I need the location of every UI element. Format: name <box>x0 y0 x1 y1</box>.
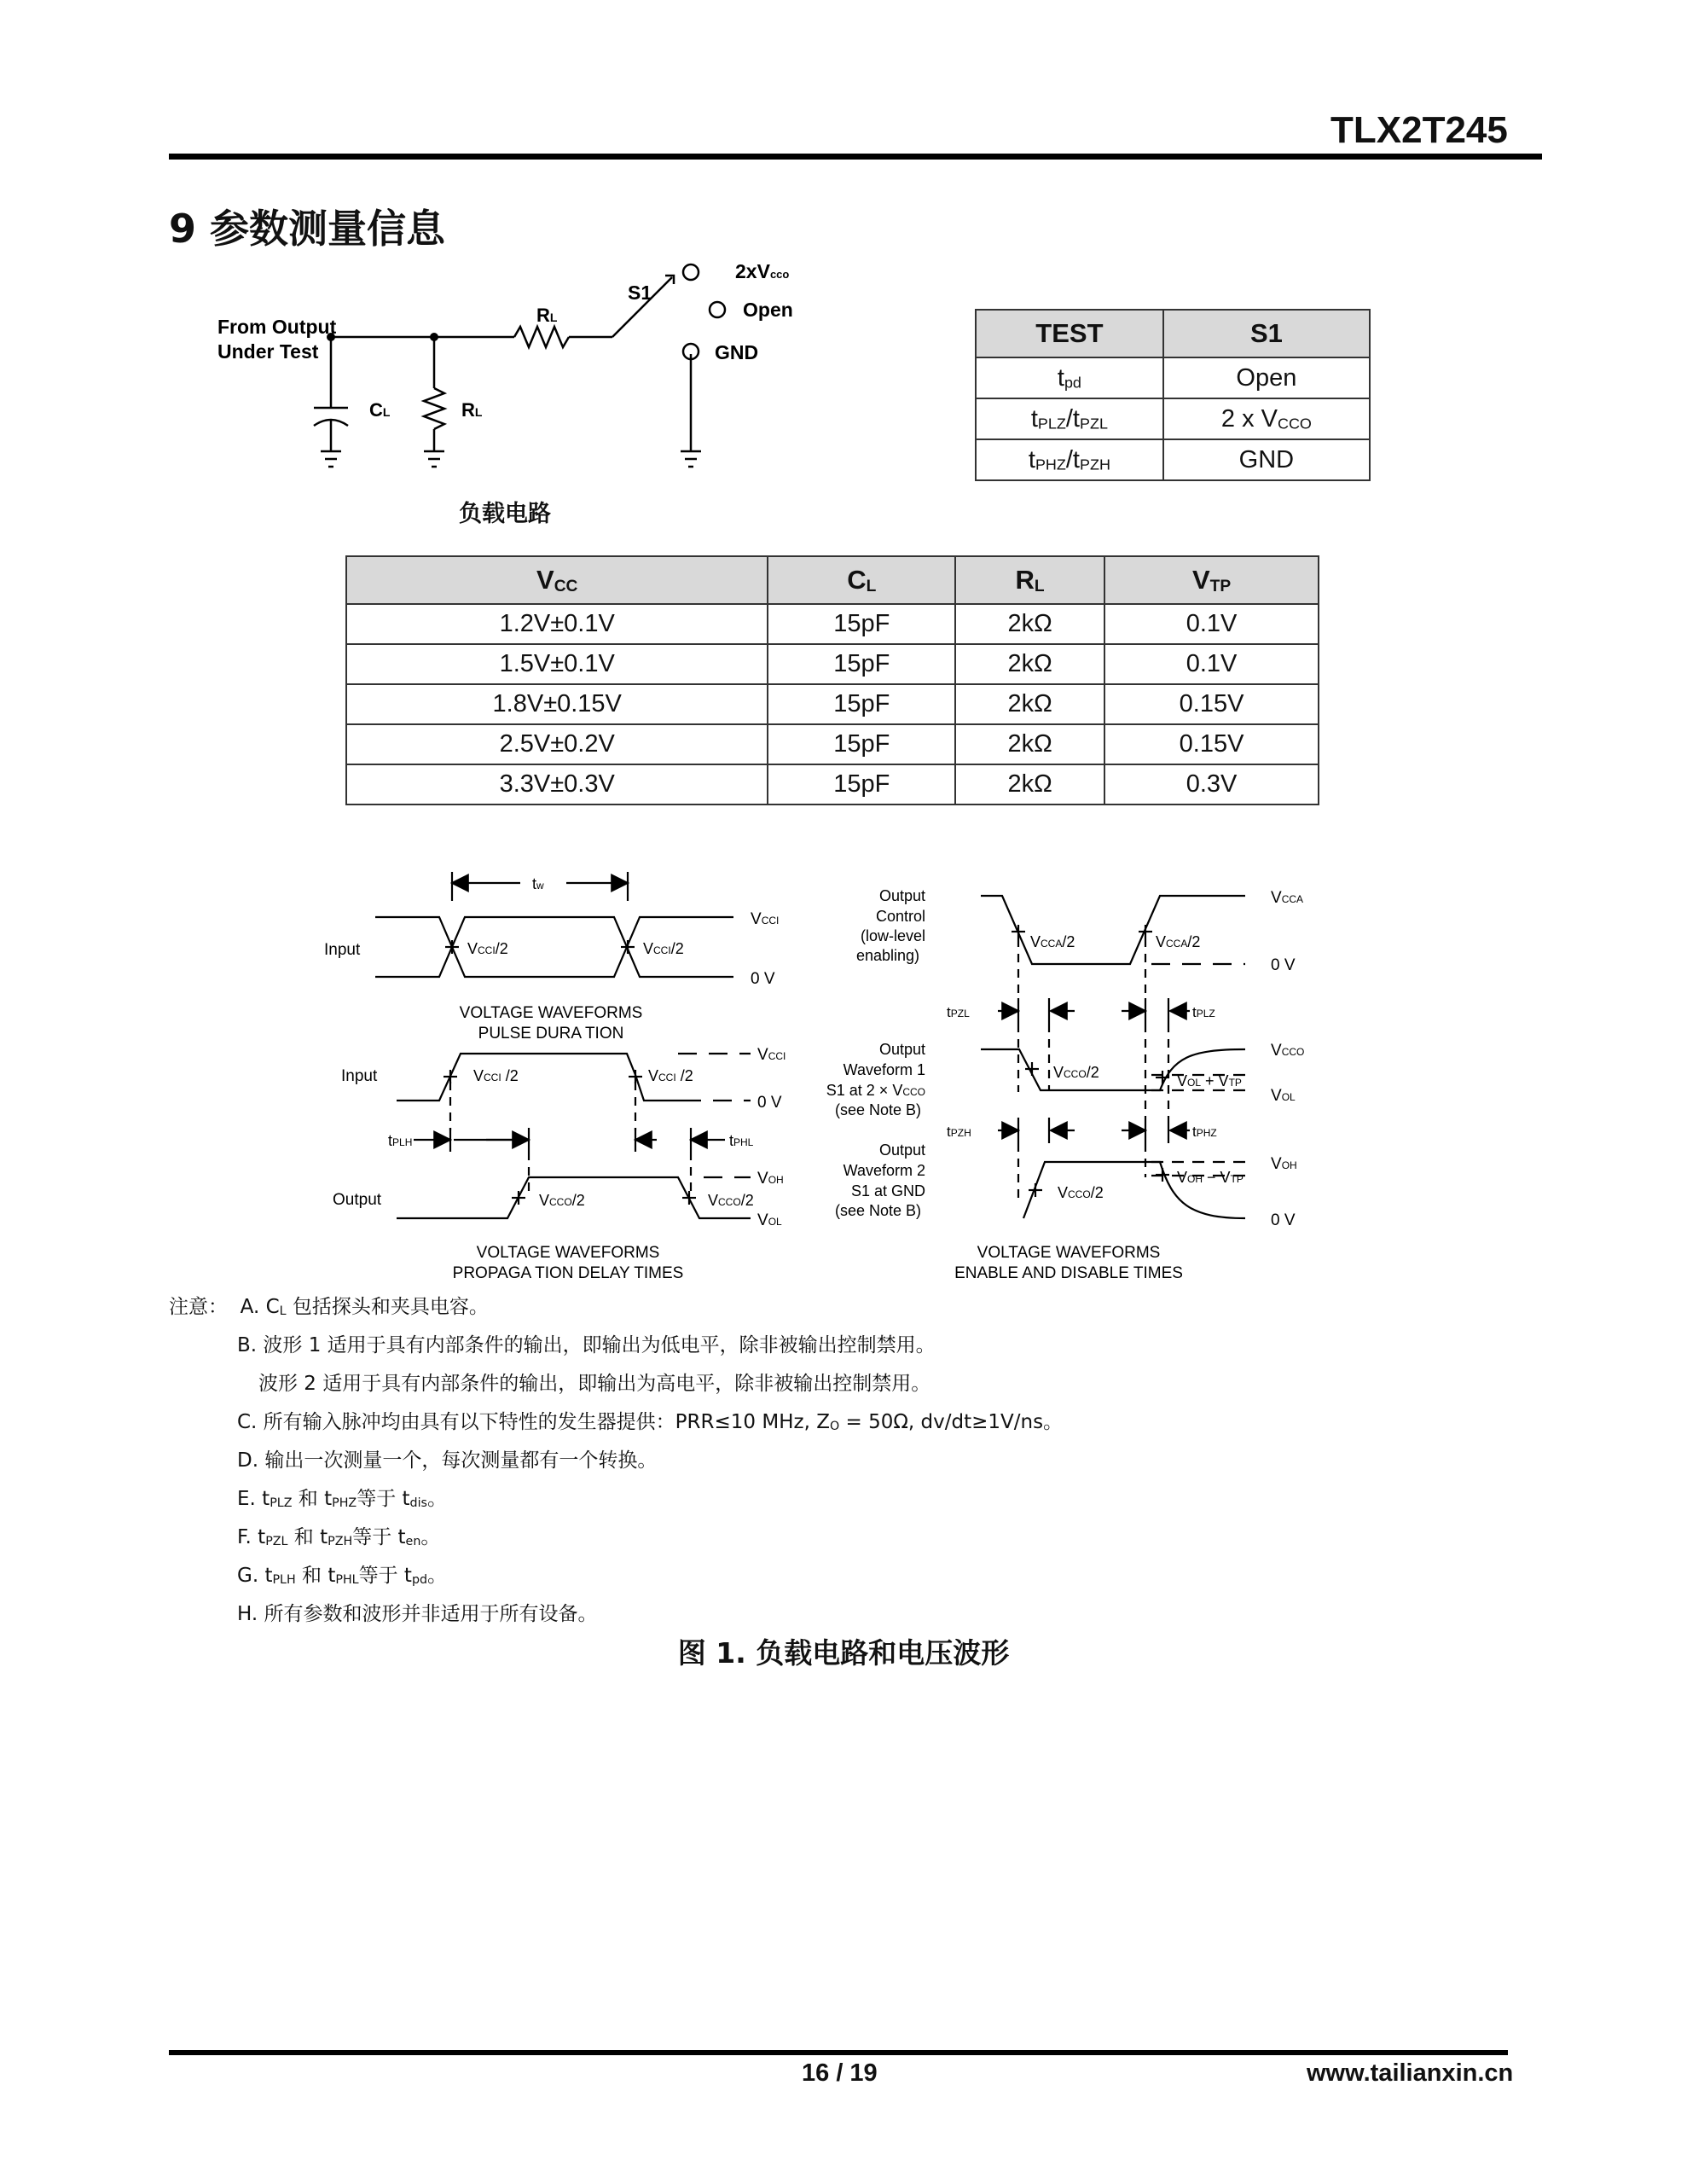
wf2-vcco-half: VCCO/2 <box>1058 1184 1104 1201</box>
note-f: F. $t_{PZL}$ 和 $t_{PZH}$等于 $t_{en}$。 <box>237 1526 441 1549</box>
section-title: 9 参数测量信息 <box>169 206 446 252</box>
ctrl-label-3: (low-level <box>860 927 925 944</box>
wf2-label-2: Waveform 2 <box>843 1162 925 1179</box>
param-header-cl: $C_L$ <box>768 556 955 604</box>
table-cell: 15pF <box>768 644 955 684</box>
vol-plus-vtp: VOL + VTP <box>1177 1072 1242 1089</box>
table-cell: 2kΩ <box>955 604 1104 644</box>
opt-open-label: Open <box>743 299 793 321</box>
s1-config-table <box>975 309 1371 481</box>
pulse-caption-1: VOLTAGE WAVEFORMS <box>459 1004 643 1022</box>
tpzh-label: tPZH <box>947 1124 971 1140</box>
prop-half-in-1: VCCI /2 <box>473 1067 519 1084</box>
from-output-label: From Output <box>217 316 337 338</box>
table-row <box>346 684 1319 724</box>
note-c: C. 所有输入脉冲均由具有以下特性的发生器提供：PRR≤10 MHz, $Z_O = 50\Omega$, dv/dt≥1V/ns。 <box>237 1411 1064 1434</box>
note-b2: 波形 2 适用于具有内部条件的输出，即输出为高电平，除非被输出控制禁用。 <box>258 1373 931 1395</box>
tpzl-label: tPZL <box>947 1004 970 1020</box>
enable-zero-label-2: 0 V <box>1271 1211 1296 1229</box>
prop-vcci-label: VCCI <box>757 1046 786 1064</box>
s1-table-cell-s1: 2 x $V_{CCO}$ <box>1163 398 1370 439</box>
table-cell: 1.2V±0.1V <box>346 604 768 644</box>
page-number: 16 / 19 <box>802 2059 878 2087</box>
pulse-caption-2: PULSE DURA TION <box>478 1025 624 1043</box>
table-row <box>346 644 1319 684</box>
wf2-label-4: (see Note B) <box>834 1202 921 1219</box>
table-cell: 2kΩ <box>955 684 1104 724</box>
under-test-label: Under Test <box>217 340 319 363</box>
enable-voh-label: VOH <box>1271 1155 1297 1173</box>
ctrl-label-1: Output <box>878 887 925 904</box>
wf2-label-1: Output <box>878 1141 925 1159</box>
enable-vol-label: VOL <box>1271 1087 1296 1105</box>
table-cell: 15pF <box>768 604 955 644</box>
prop-zero-label: 0 V <box>757 1094 782 1112</box>
prop-caption-2: PROPAGA TION DELAY TIMES <box>452 1264 684 1282</box>
figure-caption: 图 1. 负载电路和电压波形 <box>677 1636 1010 1670</box>
rl-series-label: RL <box>536 305 558 326</box>
table-cell: 3.3V±0.3V <box>346 764 768 804</box>
s1-label: S1 <box>628 282 652 304</box>
s1-table-cell-s1: GND <box>1163 439 1370 480</box>
wf1-vcco-half: VCCO/2 <box>1053 1064 1099 1081</box>
footer-url: www.tailianxin.cn <box>1307 2059 1514 2087</box>
table-cell: 0.15V <box>1104 724 1319 764</box>
table-row <box>346 604 1319 644</box>
vcca-label: VCCA <box>1271 889 1304 907</box>
table-cell: 0.3V <box>1104 764 1319 804</box>
vcca-half-2: VCCA/2 <box>1156 933 1201 950</box>
enable-vcco-label: VCCO <box>1271 1042 1305 1060</box>
ctrl-label-4: enabling) <box>855 947 919 964</box>
wf1-label-3: S1 at 2 × VCCO <box>826 1082 925 1099</box>
table-row <box>976 439 1370 480</box>
note-h: H. 所有参数和波形并非适用于所有设备。 <box>237 1603 598 1625</box>
prop-voh-label: VOH <box>757 1170 784 1188</box>
table-cell: 15pF <box>768 764 955 804</box>
ctrl-label-2: Control <box>875 908 925 925</box>
prop-vcco-half-1: VCCO/2 <box>539 1192 585 1209</box>
wf2-label-3: S1 at GND <box>850 1182 925 1199</box>
pulse-half-label-1: VCCI/2 <box>467 940 508 957</box>
pulse-input-label: Input <box>324 941 361 959</box>
wf1-label-2: Waveform 1 <box>843 1061 925 1078</box>
s1-table-header-test: TEST <box>976 310 1163 357</box>
opt-gnd-label: GND <box>715 341 759 363</box>
param-header-rl: $R_L$ <box>955 556 1104 604</box>
wf1-label-4: (see Note B) <box>834 1101 921 1118</box>
prop-half-in-2: VCCI /2 <box>648 1067 693 1084</box>
prop-vcco-half-2: VCCO/2 <box>708 1192 754 1209</box>
s1-table-cell-test: $t_{PHZ}/t_{PZH}$ <box>976 439 1163 480</box>
table-cell: 2kΩ <box>955 644 1104 684</box>
table-cell: 2.5V±0.2V <box>346 724 768 764</box>
enable-caption-1: VOLTAGE WAVEFORMS <box>977 1244 1161 1262</box>
load-parameters-table <box>345 555 1319 805</box>
table-cell: 0.1V <box>1104 604 1319 644</box>
table-cell: 2kΩ <box>955 724 1104 764</box>
part-number-header: TLX2T245 <box>1330 109 1508 151</box>
pulse-zero-label: 0 V <box>751 970 775 988</box>
table-cell: 2kΩ <box>955 764 1104 804</box>
tphl-label: tPHL <box>729 1132 754 1149</box>
prop-input-label: Input <box>341 1067 378 1085</box>
note-b1: B. 波形 1 适用于具有内部条件的输出，即输出为低电平，除非被输出控制禁用。 <box>237 1334 936 1356</box>
prop-vol-label: VOL <box>757 1211 782 1229</box>
note-d: D. 输出一次测量一个，每次测量都有一个转换。 <box>237 1449 658 1472</box>
voh-minus-vtp: VOH − VTP <box>1177 1169 1244 1186</box>
pulse-half-label-2: VCCI/2 <box>643 940 684 957</box>
rl-shunt-label: RL <box>461 399 483 421</box>
header-rule <box>169 154 1542 160</box>
tw-label: tw <box>532 875 544 892</box>
table-cell: 0.15V <box>1104 684 1319 724</box>
table-cell: 1.5V±0.1V <box>346 644 768 684</box>
vcca-half-1: VCCA/2 <box>1030 933 1075 950</box>
s1-table-cell-s1: Open <box>1163 357 1370 398</box>
cl-label: CL <box>369 399 391 421</box>
s1-table-cell-test: $t_{PLZ}/t_{PZL}$ <box>976 398 1163 439</box>
param-header-vcc: $V_{CC}$ <box>346 556 768 604</box>
table-row <box>346 724 1319 764</box>
table-cell: 1.8V±0.15V <box>346 684 768 724</box>
load-circuit-caption: 负载电路 <box>459 501 551 527</box>
enable-zero-label-1: 0 V <box>1271 956 1296 974</box>
note-e: E. $t_{PLZ}$ 和 $t_{PHZ}$等于 $t_{dis}$。 <box>237 1488 447 1511</box>
prop-caption-1: VOLTAGE WAVEFORMS <box>476 1244 660 1262</box>
wf1-label-1: Output <box>878 1041 925 1058</box>
pulse-vcci-label: VCCI <box>751 910 780 928</box>
prop-output-label: Output <box>333 1191 382 1209</box>
note-a: 注意： A. $C_L$ 包括探头和夹具电容。 <box>169 1296 489 1319</box>
tphz-label: tPHZ <box>1192 1124 1217 1140</box>
param-header-vtp: $V_{TP}$ <box>1104 556 1319 604</box>
table-cell: 0.1V <box>1104 644 1319 684</box>
s1-table-header-s1: S1 <box>1163 310 1370 357</box>
table-row <box>976 398 1370 439</box>
footer-rule <box>169 2050 1508 2055</box>
table-row <box>976 357 1370 398</box>
voltage-waveforms-diagram <box>316 862 1339 1288</box>
table-cell: 15pF <box>768 724 955 764</box>
note-g: G. $t_{PLH}$ 和 $t_{PHL}$等于 $t_{pd}$。 <box>237 1565 448 1588</box>
s1-table-cell-test: $t_{pd}$ <box>976 357 1163 398</box>
opt-2xvcco-label: 2xVcco <box>735 260 790 282</box>
table-row <box>346 764 1319 804</box>
table-cell: 15pF <box>768 684 955 724</box>
enable-caption-2: ENABLE AND DISABLE TIMES <box>954 1264 1183 1282</box>
load-circuit-diagram <box>205 252 836 499</box>
tplz-label: tPLZ <box>1192 1004 1215 1020</box>
tplh-label: tPLH <box>388 1132 413 1149</box>
